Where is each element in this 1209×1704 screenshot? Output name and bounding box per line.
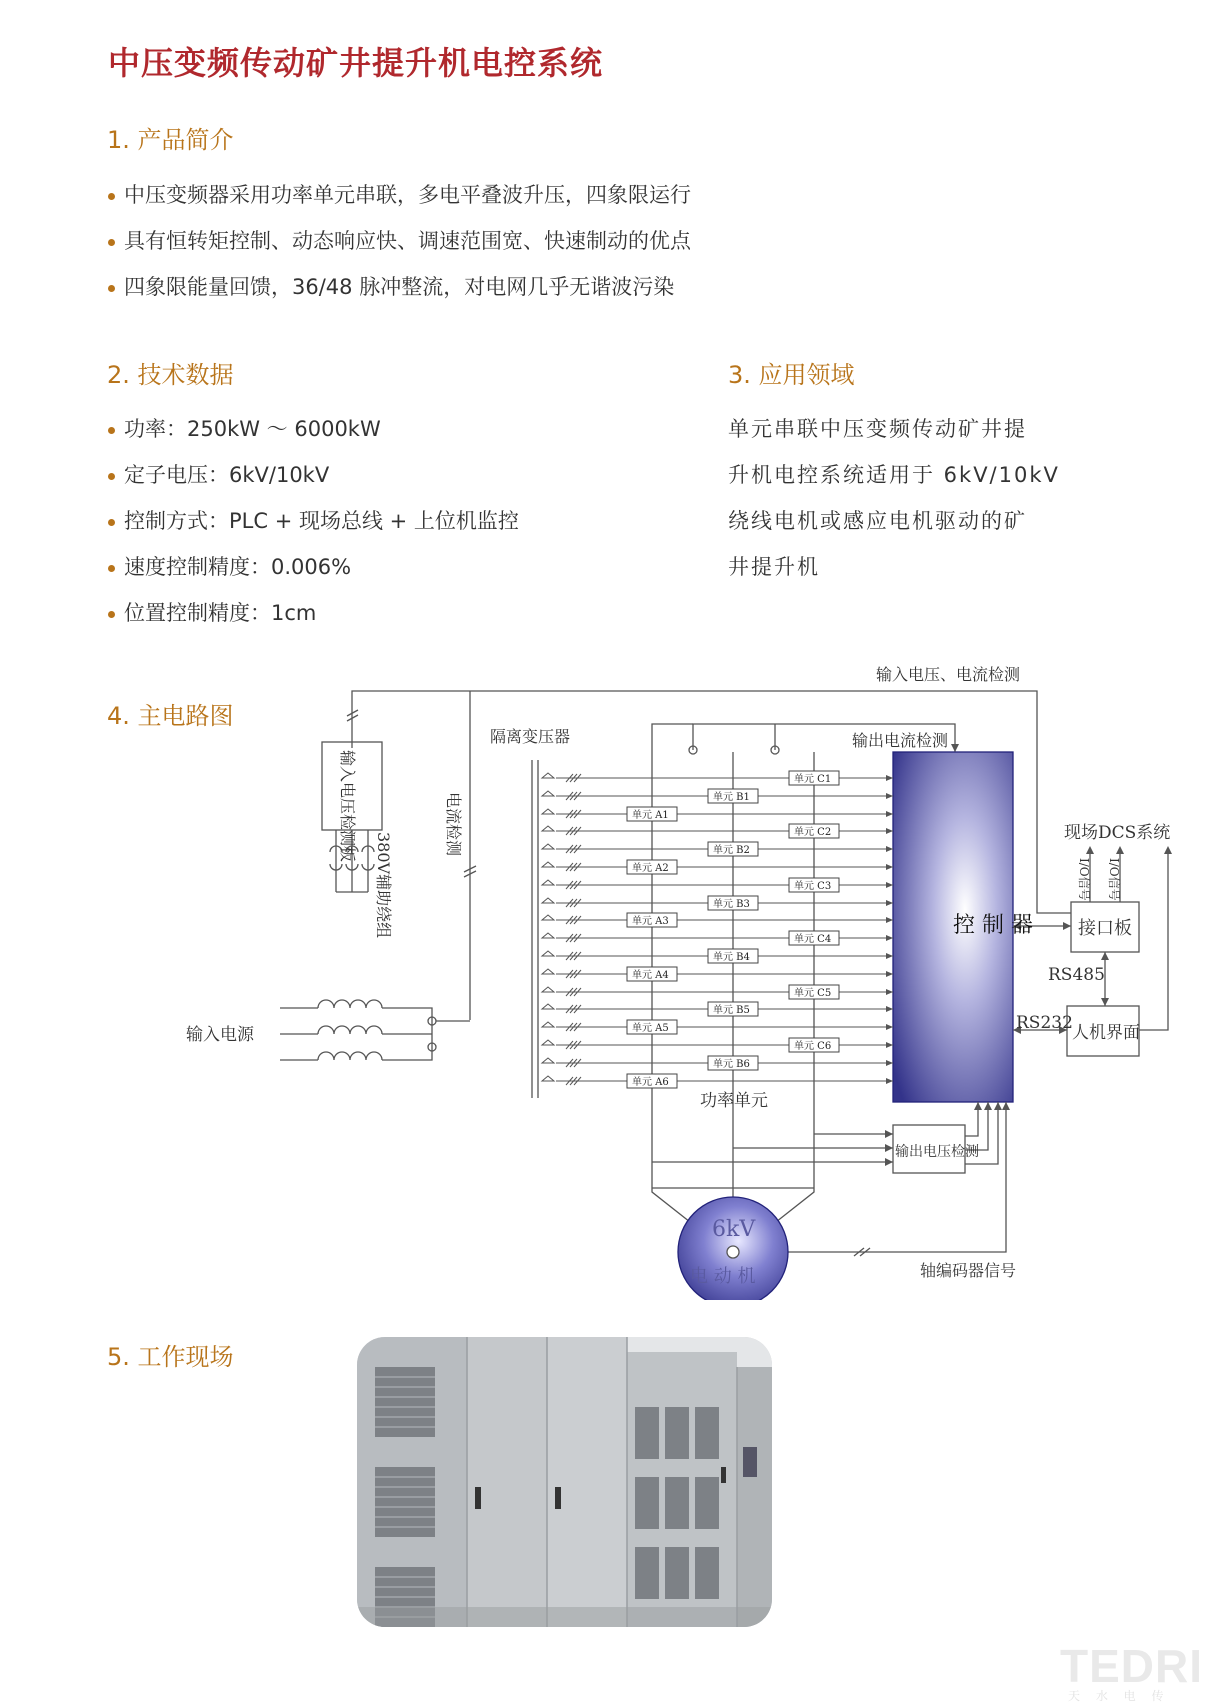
list-item: 控制方式：PLC + 现场总线 + 上位机监控 (108, 498, 519, 544)
power-unit-label: 单元 A6 (632, 1077, 669, 1088)
rs485-label: RS485 (1048, 965, 1105, 985)
hmi-label: 人机界面 (1072, 1023, 1140, 1043)
application-line: 井提升机 (728, 555, 820, 579)
winding-symbol (542, 1076, 554, 1081)
motor-label: 电 动 机 (690, 1266, 756, 1287)
winding-symbol (542, 826, 554, 831)
winding-symbol (542, 1004, 554, 1009)
winding-symbol (542, 915, 554, 920)
input-vc-detect-label: 输入电压、电流检测 (876, 665, 1021, 684)
input-power-label: 输入电源 (186, 1025, 254, 1045)
power-unit-rows (542, 771, 893, 1088)
arrow-icon (886, 811, 893, 817)
power-units-label: 功率单元 (700, 1091, 768, 1111)
arrow-icon (886, 882, 893, 888)
list-item: 四象限能量回馈，36/48 脉冲整流，对电网几乎无谐波污染 (108, 264, 691, 310)
winding-symbol (542, 969, 554, 974)
application-line: 绕线电机或感应电机驱动的矿 (728, 509, 1027, 533)
dcs-label: 现场DCS系统 (1064, 823, 1171, 843)
power-unit-label: 单元 B2 (713, 845, 750, 856)
power-unit-label: 单元 C2 (794, 827, 832, 838)
power-unit-label: 单元 A1 (632, 810, 669, 821)
winding-symbol (542, 844, 554, 849)
aux-winding-label: 380V辅助绕组 (374, 832, 393, 939)
logo-brand: TEDRI (1060, 1640, 1203, 1692)
winding-symbol (542, 898, 554, 903)
list-item: 具有恒转矩控制、动态响应快、调速范围宽、快速制动的优点 (108, 218, 691, 264)
work-site-photo (357, 1337, 772, 1627)
winding-symbol (542, 809, 554, 814)
winding-symbol (542, 1040, 554, 1045)
arrow-icon (886, 1060, 893, 1066)
power-unit-label: 单元 B1 (713, 792, 750, 803)
power-unit-label: 单元 C5 (794, 988, 832, 999)
winding-symbol (542, 987, 554, 992)
controller-label: 控 制 器 (953, 913, 1033, 938)
output-current-detect-label: 输出电流检测 (852, 731, 949, 750)
arrow-icon (886, 846, 893, 852)
winding-symbol (542, 880, 554, 885)
section-heading-circuit: 4. 主电路图 (107, 702, 234, 730)
arrow-icon (886, 828, 893, 834)
section-heading-intro: 1. 产品简介 (107, 126, 234, 154)
power-unit-label: 单元 C1 (794, 774, 832, 785)
isolation-transformer-label: 隔离变压器 (490, 727, 571, 746)
arrow-icon (886, 1042, 893, 1048)
arrow-icon (886, 775, 893, 781)
application-line: 升机电控系统适用于 6kV/10kV (728, 463, 1060, 487)
output-voltage-detect-label: 输出电压检测 (895, 1144, 979, 1160)
winding-symbol (542, 951, 554, 956)
power-unit-label: 单元 B5 (713, 1005, 750, 1016)
arrow-icon (886, 953, 893, 959)
arrow-icon (886, 864, 893, 870)
winding-symbol (542, 862, 554, 867)
winding-symbol (542, 1058, 554, 1063)
list-item: 位置控制精度：1cm (108, 590, 519, 636)
list-item: 功率：250kW ～ 6000kW (108, 406, 519, 452)
winding-symbol (542, 791, 554, 796)
winding-symbol (542, 933, 554, 938)
arrow-icon (886, 900, 893, 906)
arrow-icon (886, 793, 893, 799)
current-detect-label: 电流检测 (444, 792, 463, 857)
io-signal-label: I/O信号 (1107, 858, 1121, 901)
application-line: 单元串联中压变频传动矿井提 (728, 417, 1027, 441)
list-item: 中压变频器采用功率单元串联，多电平叠波升压，四象限运行 (108, 172, 691, 218)
rs232-label: RS232 (1016, 1013, 1073, 1033)
application-text (728, 406, 1060, 590)
tedri-logo (1060, 1640, 1209, 1704)
page-title: 中压变频传动矿井提升机电控系统 (108, 44, 604, 82)
power-unit-label: 单元 B4 (713, 952, 750, 963)
cabinet-illustration (357, 1337, 772, 1627)
interface-board-label: 接口板 (1078, 918, 1132, 939)
encoder-signal-label: 轴编码器信号 (920, 1261, 1017, 1280)
arrow-icon (886, 917, 893, 923)
list-item: 定子电压：6kV/10kV (108, 452, 519, 498)
arrow-icon (886, 989, 893, 995)
power-unit-label: 单元 C4 (794, 934, 832, 945)
power-unit-label: 单元 B6 (713, 1059, 750, 1070)
section-heading-application: 3. 应用领域 (728, 361, 855, 389)
tech-list (108, 406, 519, 636)
arrow-icon (886, 1006, 893, 1012)
power-unit-label: 单元 A5 (632, 1023, 669, 1034)
arrow-icon (886, 1024, 893, 1030)
input-voltage-board-label: 输入电压检测板 (338, 750, 357, 863)
logo-subtitle: 天 水 电 传 (1068, 1689, 1170, 1703)
arrow-icon (886, 1078, 893, 1084)
power-unit-label: 单元 C3 (794, 881, 832, 892)
winding-symbol (542, 1022, 554, 1027)
list-item: 速度控制精度：0.006% (108, 544, 519, 590)
section-heading-site: 5. 工作现场 (107, 1343, 234, 1371)
winding-symbol (542, 773, 554, 778)
intro-list (108, 172, 691, 310)
power-unit-label: 单元 B3 (713, 899, 750, 910)
power-unit-label: 单元 A3 (632, 916, 669, 927)
power-unit-label: 单元 A2 (632, 863, 669, 874)
power-unit-label: 单元 A4 (632, 970, 669, 981)
main-circuit-diagram (0, 640, 1209, 1300)
motor-voltage-label: 6kV (712, 1217, 756, 1242)
io-signal-label: I/O信号 (1077, 858, 1091, 901)
arrow-icon (886, 971, 893, 977)
power-unit-label: 单元 C6 (794, 1041, 832, 1052)
section-heading-tech: 2. 技术数据 (107, 361, 234, 389)
arrow-icon (886, 935, 893, 941)
